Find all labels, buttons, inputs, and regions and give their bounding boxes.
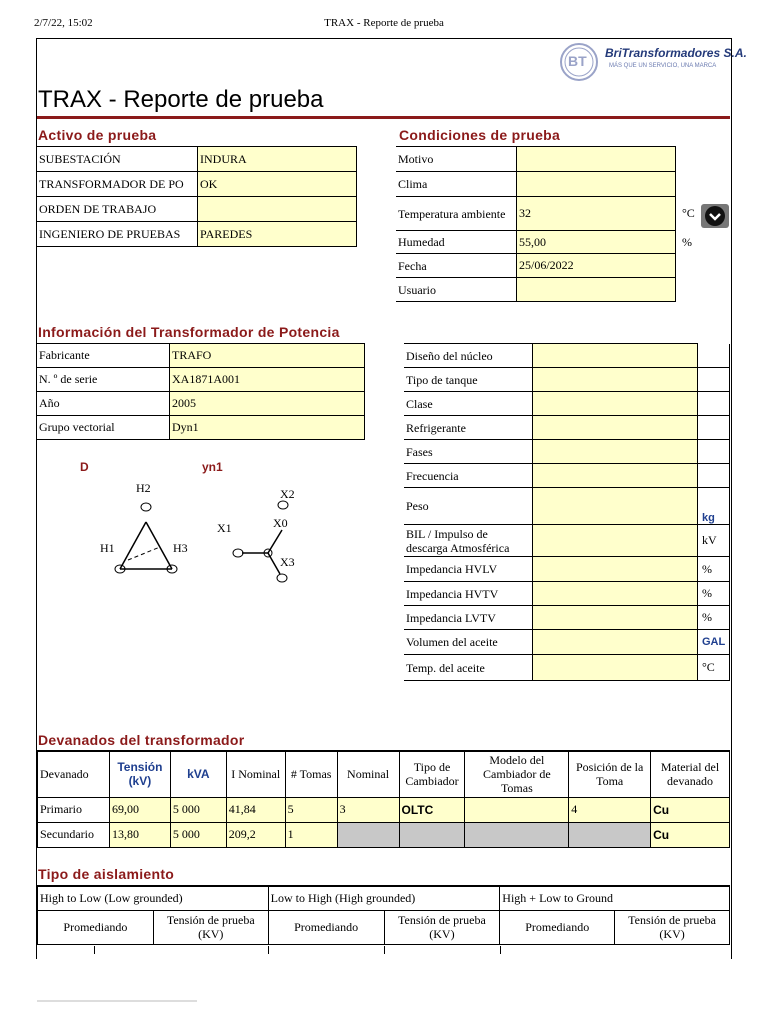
- activo-row: [37, 147, 357, 172]
- spec-unit: [698, 392, 730, 416]
- spec-value[interactable]: [533, 344, 698, 368]
- spec-unit: [698, 416, 730, 440]
- condicion-unit: [676, 278, 731, 302]
- aislamiento-next-row: [37, 946, 730, 954]
- condicion-value[interactable]: [517, 147, 676, 172]
- devanados-cell: Primario: [38, 797, 110, 822]
- devanados-cell[interactable]: 41,84: [226, 797, 285, 822]
- terminal-x2: X2: [280, 487, 295, 501]
- devanados-cell[interactable]: 5 000: [170, 797, 226, 822]
- activo-label: INGENIERO DE PRUEBAS: [37, 222, 198, 247]
- vector-group-diagram: [80, 460, 330, 590]
- devanados-cell[interactable]: 5: [285, 797, 337, 822]
- condicion-unit: [676, 254, 731, 278]
- spec-label: Refrigerante: [404, 416, 533, 440]
- delta-wye-drawing: [80, 460, 330, 590]
- info-value[interactable]: Dyn1: [170, 416, 365, 440]
- spec-label: Volumen del aceite: [404, 630, 533, 655]
- activo-row: [37, 172, 357, 197]
- spec-unit: [698, 440, 730, 464]
- temperature-dropdown[interactable]: [701, 204, 729, 228]
- spec-value[interactable]: [533, 630, 698, 655]
- spec-row: [404, 416, 730, 440]
- print-datetime: 2/7/22, 15:02: [34, 17, 93, 29]
- spec-label: Impedancia HVTV: [404, 582, 533, 606]
- footer-fragment: [37, 1000, 197, 1002]
- diagram-primary-label: D: [80, 460, 89, 474]
- info-label: Fabricante: [37, 344, 170, 368]
- section-title-info: Información del Transformador de Potencia: [38, 324, 340, 340]
- devanados-header-cell: Nominal: [337, 751, 399, 797]
- devanados-table: [37, 750, 730, 848]
- condiciones-table: [396, 146, 730, 302]
- chevron-down-icon: [704, 205, 726, 227]
- spec-value[interactable]: [533, 557, 698, 582]
- devanados-header-cell: # Tomas: [285, 751, 337, 797]
- spec-row: [404, 582, 730, 606]
- spec-row: [404, 368, 730, 392]
- aislamiento-group: Low to High (High grounded): [268, 886, 500, 910]
- spec-row: [404, 464, 730, 488]
- condicion-row: [396, 254, 730, 278]
- terminal-x3: X3: [280, 555, 295, 569]
- aislamiento-sub-promediando: Promediando: [38, 910, 154, 944]
- activo-value[interactable]: [198, 197, 357, 222]
- devanados-row: [38, 797, 730, 822]
- spec-value[interactable]: [533, 525, 698, 557]
- logo-tagline: MÁS QUE UN SERVICIO, UNA MARCA: [609, 63, 717, 69]
- activo-label: SUBESTACIÓN: [37, 147, 198, 172]
- terminal-x0: X0: [273, 516, 288, 530]
- spec-value[interactable]: [533, 440, 698, 464]
- spec-value[interactable]: [533, 606, 698, 630]
- aislamiento-sub-tension: Tensión de prueba (KV): [153, 910, 268, 944]
- info-row: [37, 368, 365, 392]
- condicion-row: [396, 231, 730, 254]
- title-rule: [37, 116, 730, 119]
- condicion-row: [396, 172, 730, 197]
- aislamiento-subheaders: [38, 910, 730, 944]
- section-title-condiciones: Condiciones de prueba: [399, 127, 561, 143]
- condicion-row: [396, 197, 730, 231]
- page-title: TRAX - Reporte de prueba: [38, 86, 324, 113]
- condicion-row: [396, 147, 730, 172]
- activo-label: TRANSFORMADOR DE PO: [37, 172, 198, 197]
- info-value[interactable]: 2005: [170, 392, 365, 416]
- activo-row: [37, 197, 357, 222]
- section-title-activo: Activo de prueba: [38, 127, 157, 143]
- devanados-cell[interactable]: [465, 797, 569, 822]
- info-row: [37, 344, 365, 368]
- spec-unit: [698, 344, 730, 368]
- condicion-unit: [676, 172, 731, 197]
- spec-unit: %: [698, 582, 730, 606]
- terminal-h1: H1: [100, 541, 115, 555]
- condicion-value[interactable]: 55,00: [517, 231, 676, 254]
- condicion-value[interactable]: 32: [517, 197, 676, 231]
- spec-unit: °C: [698, 655, 730, 681]
- spec-unit: %: [698, 606, 730, 630]
- spec-value[interactable]: [533, 655, 698, 681]
- spec-label: Fases: [404, 440, 533, 464]
- devanados-header-cell: Devanado: [38, 751, 110, 797]
- condicion-value[interactable]: 25/06/2022: [517, 254, 676, 278]
- print-doc-title: TRAX - Reporte de prueba: [324, 17, 444, 29]
- aislamiento-sub-promediando: Promediando: [500, 910, 615, 944]
- spec-unit: [698, 464, 730, 488]
- spec-unit: [698, 368, 730, 392]
- spec-unit: kV: [698, 525, 730, 557]
- condicion-label: Clima: [396, 172, 517, 197]
- condicion-unit: °C: [682, 206, 695, 220]
- company-logo: [557, 42, 747, 82]
- spec-label: Clase: [404, 392, 533, 416]
- info-value[interactable]: XA1871A001: [170, 368, 365, 392]
- spec-label: BIL / Impulso de descarga Atmosférica: [404, 525, 533, 557]
- info-row: [37, 392, 365, 416]
- info-label: Grupo vectorial: [37, 416, 170, 440]
- spec-unit: GAL: [698, 630, 730, 655]
- activo-value[interactable]: OK: [198, 172, 357, 197]
- spec-row: [404, 392, 730, 416]
- spec-value[interactable]: [533, 416, 698, 440]
- aislamiento-table: [37, 885, 730, 945]
- devanados-cell[interactable]: 5 000: [170, 822, 226, 847]
- logo-brand: BriTransformadores S.A.: [605, 46, 747, 60]
- devanados-cell[interactable]: [465, 822, 569, 847]
- devanados-header-cell: Posición de la Toma: [569, 751, 651, 797]
- aislamiento-group: High + Low to Ground: [500, 886, 730, 910]
- spec-unit: %: [698, 557, 730, 582]
- devanados-header-cell: Tipo de Cambiador: [399, 751, 465, 797]
- devanados-row: [38, 822, 730, 847]
- spec-label: Impedancia LVTV: [404, 606, 533, 630]
- condicion-unit: %: [682, 234, 692, 249]
- info-right-table: [404, 343, 730, 681]
- devanados-cell[interactable]: [337, 822, 399, 847]
- terminal-x1: X1: [217, 521, 232, 535]
- activo-value[interactable]: PAREDES: [198, 222, 357, 247]
- condicion-row: [396, 278, 730, 302]
- activo-row: [37, 222, 357, 247]
- devanados-cell[interactable]: Cu: [651, 797, 730, 822]
- spec-label: Tipo de tanque: [404, 368, 533, 392]
- condicion-label: Fecha: [396, 254, 517, 278]
- devanados-cell[interactable]: Cu: [651, 822, 730, 847]
- aislamiento-sub-promediando: Promediando: [268, 910, 384, 944]
- logo-initials: BT: [568, 53, 587, 69]
- aislamiento-group: High to Low (Low grounded): [38, 886, 269, 910]
- condicion-label: Humedad: [396, 231, 517, 254]
- spec-label: Temp. del aceite: [404, 655, 533, 681]
- info-left-table: [37, 343, 365, 440]
- spec-label: Impedancia HVLV: [404, 557, 533, 582]
- spec-unit: kg: [698, 488, 730, 525]
- devanados-header: [38, 751, 730, 797]
- devanados-header-cell: Material del devanado: [651, 751, 730, 797]
- devanados-header-cell: kVA: [170, 751, 226, 797]
- info-label: N. º de serie: [37, 368, 170, 392]
- info-value[interactable]: TRAFO: [170, 344, 365, 368]
- spec-value[interactable]: [533, 392, 698, 416]
- info-label: Año: [37, 392, 170, 416]
- devanados-cell[interactable]: 3: [337, 797, 399, 822]
- spec-value[interactable]: [533, 488, 698, 525]
- devanados-cell[interactable]: 69,00: [109, 797, 170, 822]
- spec-row: [404, 655, 730, 681]
- devanados-cell[interactable]: 1: [285, 822, 337, 847]
- spec-value[interactable]: [533, 368, 698, 392]
- spec-label: Diseño del núcleo: [404, 344, 533, 368]
- devanados-cell[interactable]: 4: [569, 797, 651, 822]
- devanados-header-cell: Tensión (kV): [109, 751, 170, 797]
- activo-table: [37, 146, 357, 247]
- condicion-label: Usuario: [396, 278, 517, 302]
- spec-row: [404, 557, 730, 582]
- devanados-cell[interactable]: OLTC: [399, 797, 465, 822]
- section-title-aislamiento: Tipo de aislamiento: [38, 866, 175, 882]
- condicion-label: Temperatura ambiente: [396, 197, 517, 231]
- terminal-h3: H3: [173, 541, 188, 555]
- spec-value[interactable]: [533, 464, 698, 488]
- spec-row: [404, 630, 730, 655]
- spec-label: Frecuencia: [404, 464, 533, 488]
- spec-row: [404, 525, 730, 557]
- info-row: [37, 416, 365, 440]
- spec-row: [404, 488, 730, 525]
- condicion-label: Motivo: [396, 147, 517, 172]
- aislamiento-sub-tension: Tensión de prueba (KV): [384, 910, 500, 944]
- condicion-unit: [676, 147, 731, 172]
- condicion-value[interactable]: [517, 278, 676, 302]
- devanados-cell[interactable]: 13,80: [109, 822, 170, 847]
- devanados-cell[interactable]: [399, 822, 465, 847]
- spec-row: [404, 440, 730, 464]
- activo-label: ORDEN DE TRABAJO: [37, 197, 198, 222]
- devanados-cell: Secundario: [38, 822, 110, 847]
- activo-value[interactable]: INDURA: [198, 147, 357, 172]
- section-title-devanados: Devanados del transformador: [38, 732, 245, 748]
- devanados-cell[interactable]: [569, 822, 651, 847]
- devanados-header-cell: I Nominal: [226, 751, 285, 797]
- spec-row: [404, 606, 730, 630]
- diagram-secondary-label: yn1: [202, 460, 223, 474]
- aislamiento-groups: [38, 886, 730, 910]
- condicion-value[interactable]: [517, 172, 676, 197]
- terminal-h2: H2: [136, 481, 151, 495]
- spec-label: Peso: [404, 488, 533, 525]
- spec-value[interactable]: [533, 582, 698, 606]
- spec-row: [404, 344, 730, 368]
- devanados-header-cell: Modelo del Cambiador de Tomas: [465, 751, 569, 797]
- devanados-cell[interactable]: 209,2: [226, 822, 285, 847]
- aislamiento-sub-tension: Tensión de prueba (KV): [615, 910, 730, 944]
